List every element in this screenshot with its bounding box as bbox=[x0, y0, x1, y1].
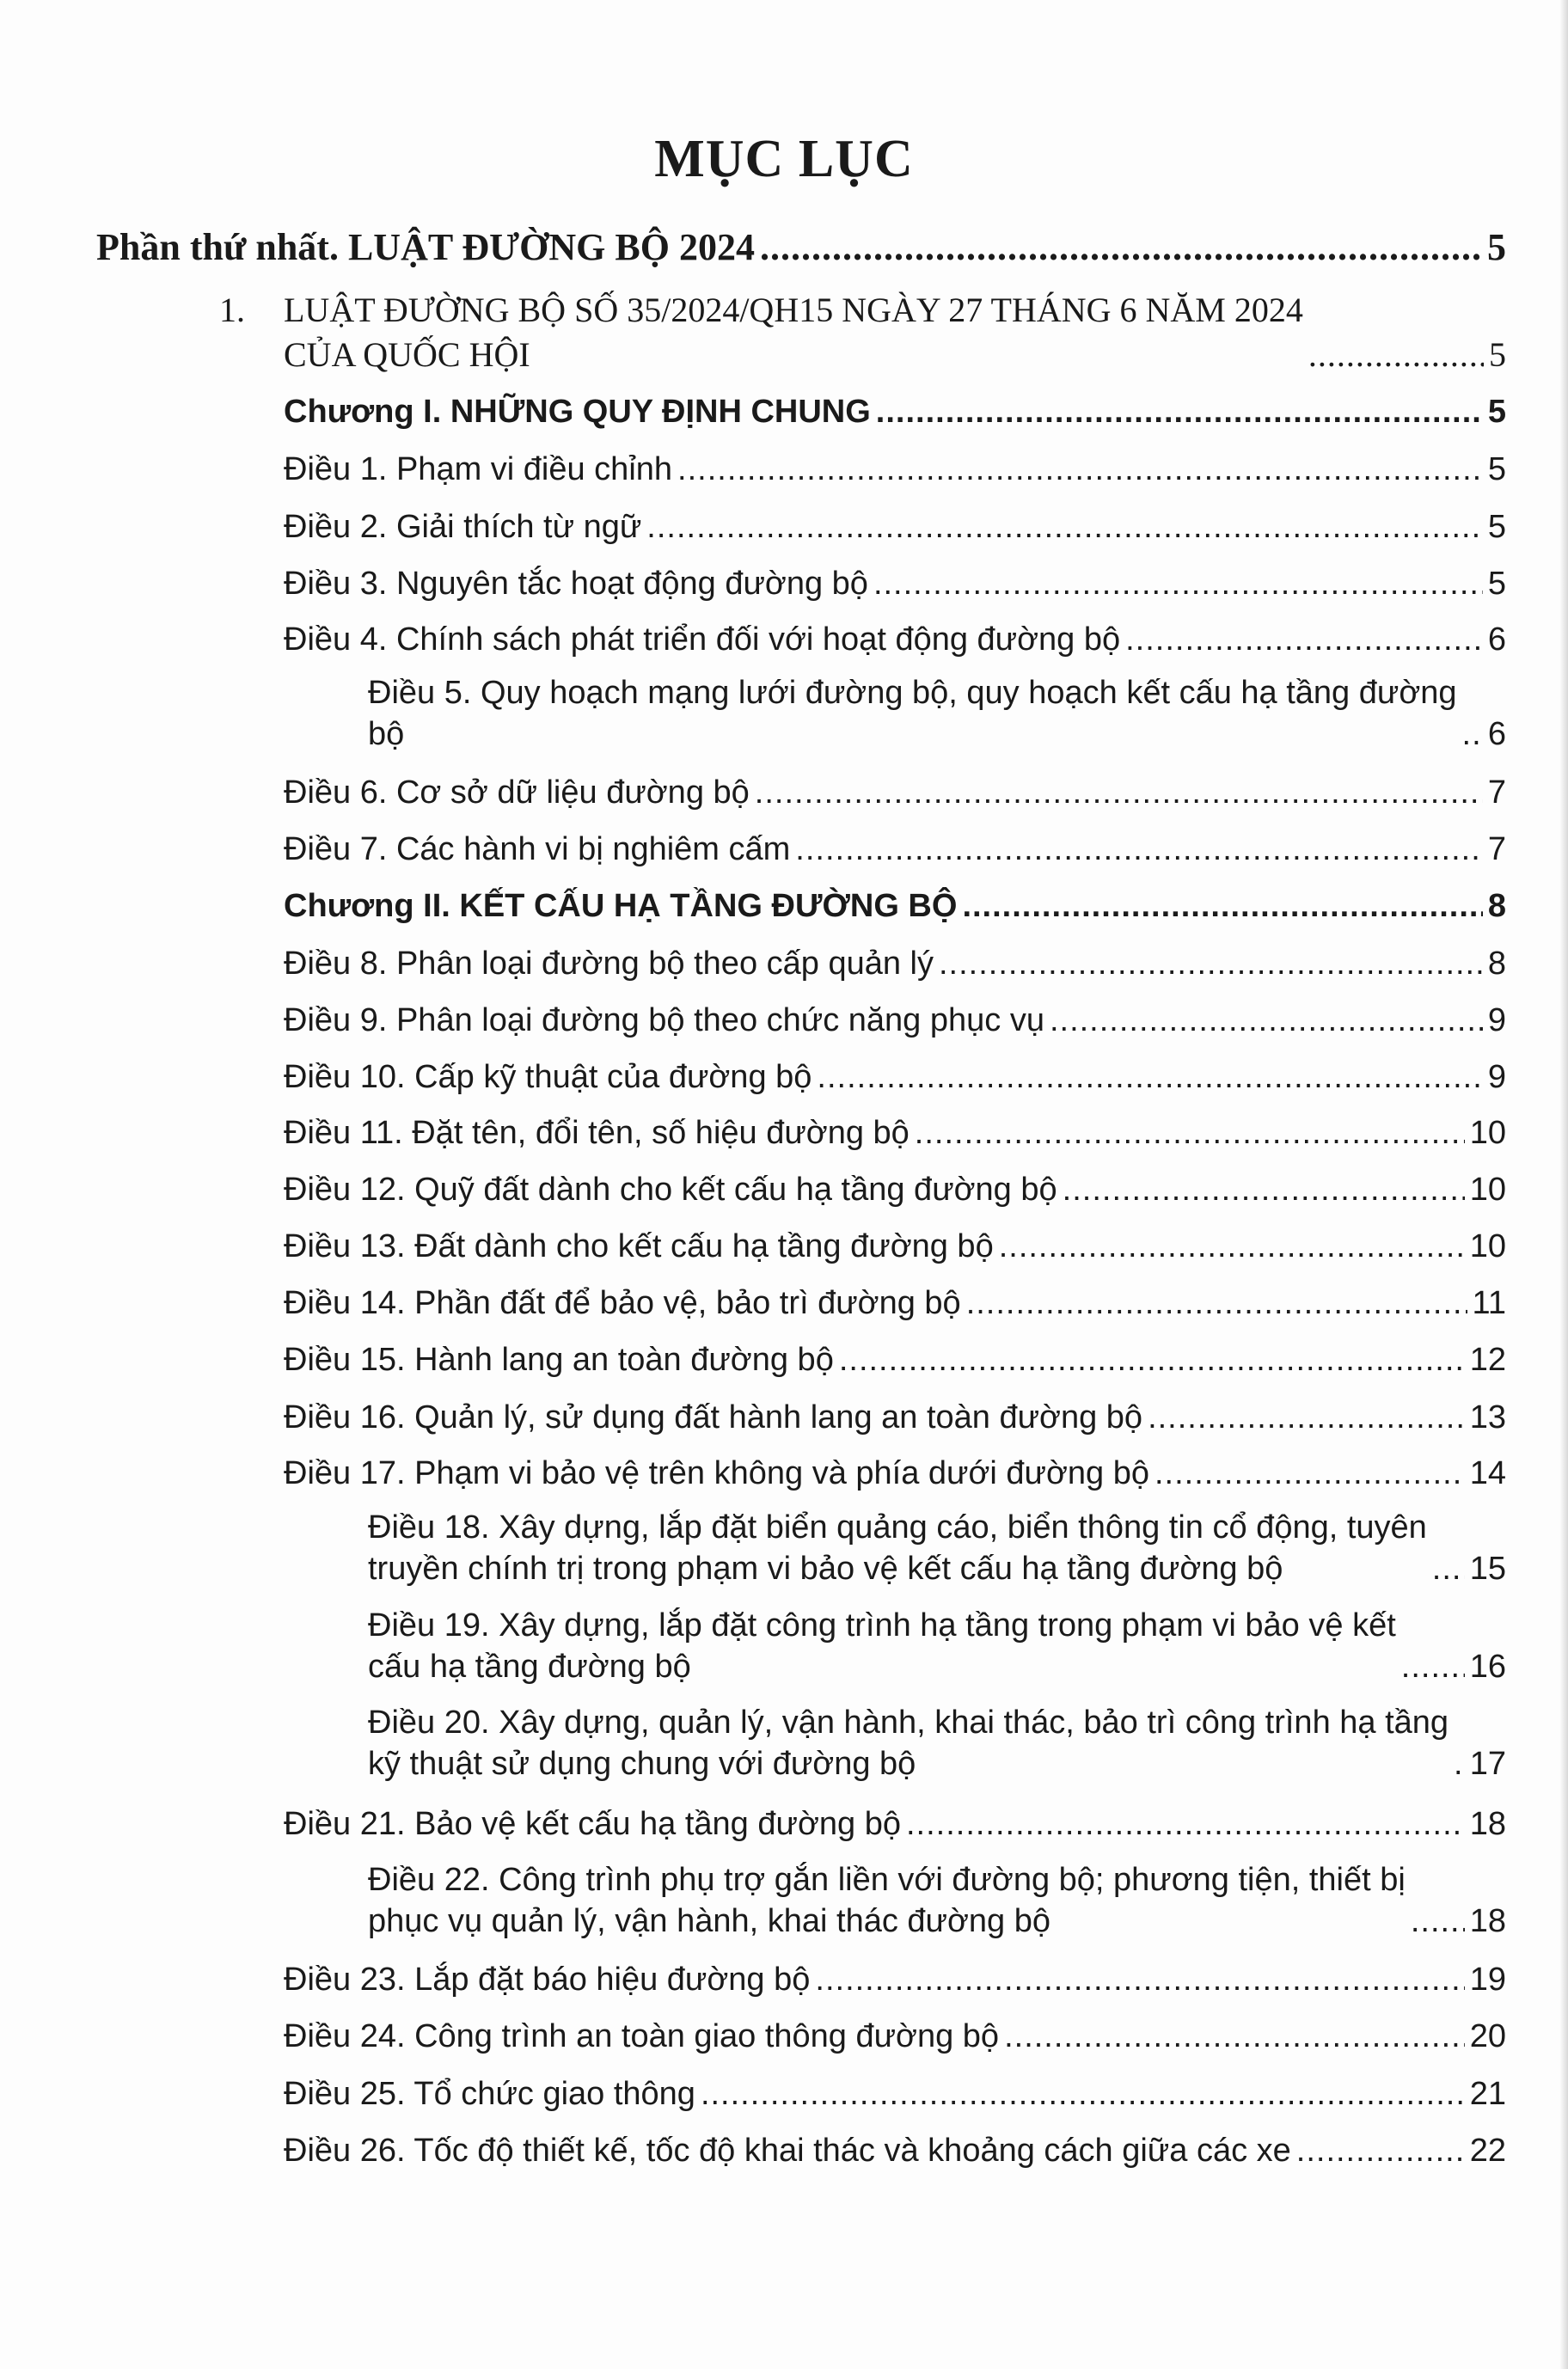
toc-leader-dots bbox=[677, 449, 1483, 490]
toc-page-number: 20 bbox=[1469, 2018, 1506, 2054]
toc-leader-dots bbox=[1411, 1901, 1465, 1942]
toc-leader-dots bbox=[1063, 1169, 1465, 1210]
toc-entry-label: Chương II. KẾT CẤU HẠ TẦNG ĐƯỜNG BỘ bbox=[284, 888, 958, 924]
toc-leader-dots bbox=[1432, 1548, 1465, 1589]
toc-page-number: 5 bbox=[1487, 226, 1506, 268]
toc-entry-label: Điều 15. Hành lang an toàn đường bộ bbox=[284, 1342, 834, 1378]
toc-page-number: 8 bbox=[1487, 946, 1506, 982]
toc-page-number: 5 bbox=[1487, 394, 1506, 430]
toc-page-number: 15 bbox=[1469, 1551, 1506, 1587]
toc-article-22[interactable] bbox=[284, 1859, 1506, 1942]
toc-entry-label-line2: phục vụ quản lý, vận hành, khai thác đường bộ bbox=[368, 1903, 1051, 1939]
toc-article-24[interactable] bbox=[284, 2016, 1506, 2057]
toc-leader-dots bbox=[1004, 2016, 1465, 2057]
toc-page-number: 11 bbox=[1472, 1285, 1506, 1321]
toc-entry-label: Điều 19. Xây dựng, lắp đặt công trình hạ tầng trong phạm vi bảo vệ kết bbox=[368, 1607, 1396, 1644]
toc-entry-label: Điều 25. Tổ chức giao thông bbox=[284, 2076, 695, 2112]
toc-article-5[interactable] bbox=[284, 672, 1506, 755]
toc-leader-dots bbox=[815, 1959, 1464, 2000]
toc-page-number: 5 bbox=[1487, 509, 1506, 545]
toc-article-7[interactable] bbox=[284, 829, 1506, 870]
toc-entry-label: Điều 24. Công trình an toàn giao thông đường bộ bbox=[284, 2018, 1000, 2054]
toc-entry-label: Điều 9. Phân loại đường bộ theo chức năng phục vụ bbox=[284, 1002, 1044, 1038]
toc-part-1[interactable] bbox=[96, 225, 1506, 269]
toc-page-number: 16 bbox=[1469, 1649, 1506, 1685]
toc-article-23[interactable] bbox=[284, 1959, 1506, 2000]
toc-leader-dots bbox=[962, 885, 1482, 927]
toc-page-number: 5 bbox=[1489, 335, 1506, 374]
toc-page-number: 10 bbox=[1469, 1115, 1506, 1151]
toc-page-number: 7 bbox=[1487, 831, 1506, 867]
toc-page-number: 6 bbox=[1487, 716, 1506, 752]
toc-entry-label-line2: kỹ thuật sử dụng chung với đường bộ bbox=[368, 1746, 916, 1782]
toc-article-11[interactable] bbox=[284, 1112, 1506, 1154]
toc-article-13[interactable] bbox=[284, 1226, 1506, 1267]
toc-page-number: 17 bbox=[1469, 1746, 1506, 1782]
toc-law-1[interactable] bbox=[219, 288, 1506, 377]
toc-leader-dots bbox=[999, 1226, 1465, 1267]
toc-article-12[interactable] bbox=[284, 1169, 1506, 1210]
toc-article-21[interactable] bbox=[284, 1803, 1506, 1845]
toc-page-number: 5 bbox=[1487, 451, 1506, 487]
toc-leader-dots bbox=[873, 563, 1483, 604]
toc-entry-label: Điều 10. Cấp kỹ thuật của đường bộ bbox=[284, 1059, 812, 1095]
toc-article-25[interactable] bbox=[284, 2073, 1506, 2115]
toc-leader-dots bbox=[1308, 333, 1484, 377]
toc-article-15[interactable] bbox=[284, 1339, 1506, 1380]
toc-entry-label: Phần thứ nhất. LUẬT ĐƯỜNG BỘ 2024 bbox=[96, 226, 755, 268]
toc-article-17[interactable] bbox=[284, 1453, 1506, 1494]
toc-entry-label: Điều 18. Xây dựng, lắp đặt biển quảng cáo, biển thông tin cổ động, tuyên bbox=[368, 1509, 1427, 1546]
toc-page-number: 21 bbox=[1469, 2076, 1506, 2112]
toc-chapter-2[interactable] bbox=[284, 885, 1506, 927]
toc-leader-dots bbox=[1148, 1397, 1465, 1438]
toc-leader-dots bbox=[1462, 713, 1483, 755]
toc-leader-dots bbox=[939, 943, 1483, 984]
toc-entry-label: Điều 5. Quy hoạch mạng lưới đường bộ, quy hoạch kết cấu hạ tầng đường bbox=[368, 675, 1457, 711]
toc-article-8[interactable] bbox=[284, 943, 1506, 984]
toc-page-number: 9 bbox=[1487, 1059, 1506, 1095]
toc-entry-label: Điều 17. Phạm vi bảo vệ trên không và phía dưới đường bộ bbox=[284, 1455, 1149, 1491]
toc-article-26[interactable] bbox=[284, 2130, 1506, 2171]
toc-page-number: 22 bbox=[1469, 2133, 1506, 2169]
toc-leader-dots bbox=[755, 772, 1483, 813]
toc-article-20[interactable] bbox=[284, 1702, 1506, 1784]
toc-leader-dots bbox=[817, 1056, 1482, 1098]
toc-page-number: 18 bbox=[1469, 1806, 1506, 1842]
toc-article-2[interactable] bbox=[284, 506, 1506, 548]
toc-leader-dots bbox=[1454, 1743, 1465, 1784]
toc-leader-dots bbox=[760, 225, 1482, 269]
toc-leader-dots bbox=[906, 1803, 1465, 1845]
toc-entry-label: Điều 2. Giải thích từ ngữ bbox=[284, 509, 642, 545]
toc-entry-label: Điều 8. Phân loại đường bộ theo cấp quản lý bbox=[284, 946, 934, 982]
toc-law-number: 1. bbox=[219, 291, 245, 329]
toc-leader-dots bbox=[876, 391, 1483, 432]
toc-entry-label: Điều 11. Đặt tên, đổi tên, số hiệu đường bộ bbox=[284, 1115, 910, 1151]
toc-leader-dots bbox=[1155, 1453, 1465, 1494]
toc-article-3[interactable] bbox=[284, 563, 1506, 604]
toc-entry-label: LUẬT ĐƯỜNG BỘ SỐ 35/2024/QH15 NGÀY 27 THÁNG 6 NĂM 2024 bbox=[284, 291, 1303, 329]
toc-entry-label: Điều 20. Xây dựng, quản lý, vận hành, khai thác, bảo trì công trình hạ tầng bbox=[368, 1705, 1449, 1741]
toc-page-number: 7 bbox=[1487, 774, 1506, 811]
toc-article-4[interactable] bbox=[284, 619, 1506, 660]
toc-entry-label: Điều 13. Đất dành cho kết cấu hạ tầng đường bộ bbox=[284, 1228, 994, 1264]
toc-entry-label: Chương I. NHỮNG QUY ĐỊNH CHUNG bbox=[284, 394, 871, 430]
toc-page-number: 10 bbox=[1469, 1172, 1506, 1208]
toc-leader-dots bbox=[915, 1112, 1465, 1154]
toc-leader-dots bbox=[795, 829, 1483, 870]
toc-entry-label: Điều 6. Cơ sở dữ liệu đường bộ bbox=[284, 774, 750, 811]
toc-page-number: 10 bbox=[1469, 1228, 1506, 1264]
toc-page-number: 18 bbox=[1469, 1903, 1506, 1939]
toc-page-number: 8 bbox=[1487, 888, 1506, 924]
toc-article-18[interactable] bbox=[284, 1507, 1506, 1589]
toc-page-number: 5 bbox=[1487, 566, 1506, 602]
toc-leader-dots bbox=[646, 506, 1483, 548]
toc-leader-dots bbox=[1050, 1000, 1483, 1041]
toc-leader-dots bbox=[839, 1339, 1465, 1380]
toc-article-14[interactable] bbox=[284, 1282, 1506, 1324]
toc-page-number: 9 bbox=[1487, 1002, 1506, 1038]
toc-entry-label: Điều 7. Các hành vi bị nghiêm cấm bbox=[284, 831, 791, 867]
toc-entry-label-line2: cấu hạ tầng đường bộ bbox=[368, 1649, 691, 1685]
toc-entry-label: Điều 3. Nguyên tắc hoạt động đường bộ bbox=[284, 566, 868, 602]
toc-leader-dots bbox=[701, 2073, 1465, 2115]
toc-entry-label-line2: truyền chính trị trong phạm vi bảo vệ kết cấu hạ tầng đường bộ bbox=[368, 1551, 1283, 1587]
toc-page-number: 19 bbox=[1469, 1962, 1506, 1998]
toc-article-6[interactable] bbox=[284, 772, 1506, 813]
toc-article-10[interactable] bbox=[284, 1056, 1506, 1098]
toc-article-19[interactable] bbox=[284, 1605, 1506, 1687]
toc-entry-label-line2: CỦA QUỐC HỘI bbox=[284, 335, 530, 374]
toc-page-number: 6 bbox=[1487, 621, 1506, 658]
toc-entry-label: Điều 22. Công trình phụ trợ gắn liền với đường bộ; phương tiện, thiết bị bbox=[368, 1862, 1406, 1898]
toc-entry-label: Điều 23. Lắp đặt báo hiệu đường bộ bbox=[284, 1962, 811, 1998]
toc-page-number: 14 bbox=[1469, 1455, 1506, 1491]
toc-entry-label: Điều 12. Quỹ đất dành cho kết cấu hạ tầng đường bộ bbox=[284, 1172, 1057, 1208]
toc-article-9[interactable] bbox=[284, 1000, 1506, 1041]
toc-entry-label: Điều 26. Tốc độ thiết kế, tốc độ khai thác và khoảng cách giữa các xe bbox=[284, 2133, 1291, 2169]
scan-edge bbox=[1559, 0, 1568, 2369]
toc-page-number: 13 bbox=[1469, 1399, 1506, 1435]
toc-page-number: 12 bbox=[1469, 1342, 1506, 1378]
toc-entry-label: Điều 4. Chính sách phát triển đối với hoạt động đường bộ bbox=[284, 621, 1121, 658]
toc-leader-dots bbox=[1401, 1646, 1465, 1687]
toc-leader-dots bbox=[966, 1282, 1467, 1324]
toc-article-1[interactable] bbox=[284, 449, 1506, 490]
toc-entry-label: Điều 14. Phần đất để bảo vệ, bảo trì đường bộ bbox=[284, 1285, 961, 1321]
toc-entry-label-line2: bộ bbox=[368, 716, 405, 752]
toc-entry-label: Điều 21. Bảo vệ kết cấu hạ tầng đường bộ bbox=[284, 1806, 901, 1842]
toc-entry-label: Điều 1. Phạm vi điều chỉnh bbox=[284, 451, 673, 487]
toc-leader-dots bbox=[1296, 2130, 1465, 2171]
page-title: MỤC LỤC bbox=[654, 130, 914, 188]
toc-entry-label: Điều 16. Quản lý, sử dụng đất hành lang an toàn đường bộ bbox=[284, 1399, 1143, 1435]
toc-article-16[interactable] bbox=[284, 1397, 1506, 1438]
toc-leader-dots bbox=[1125, 619, 1483, 660]
toc-chapter-1[interactable] bbox=[284, 391, 1506, 432]
